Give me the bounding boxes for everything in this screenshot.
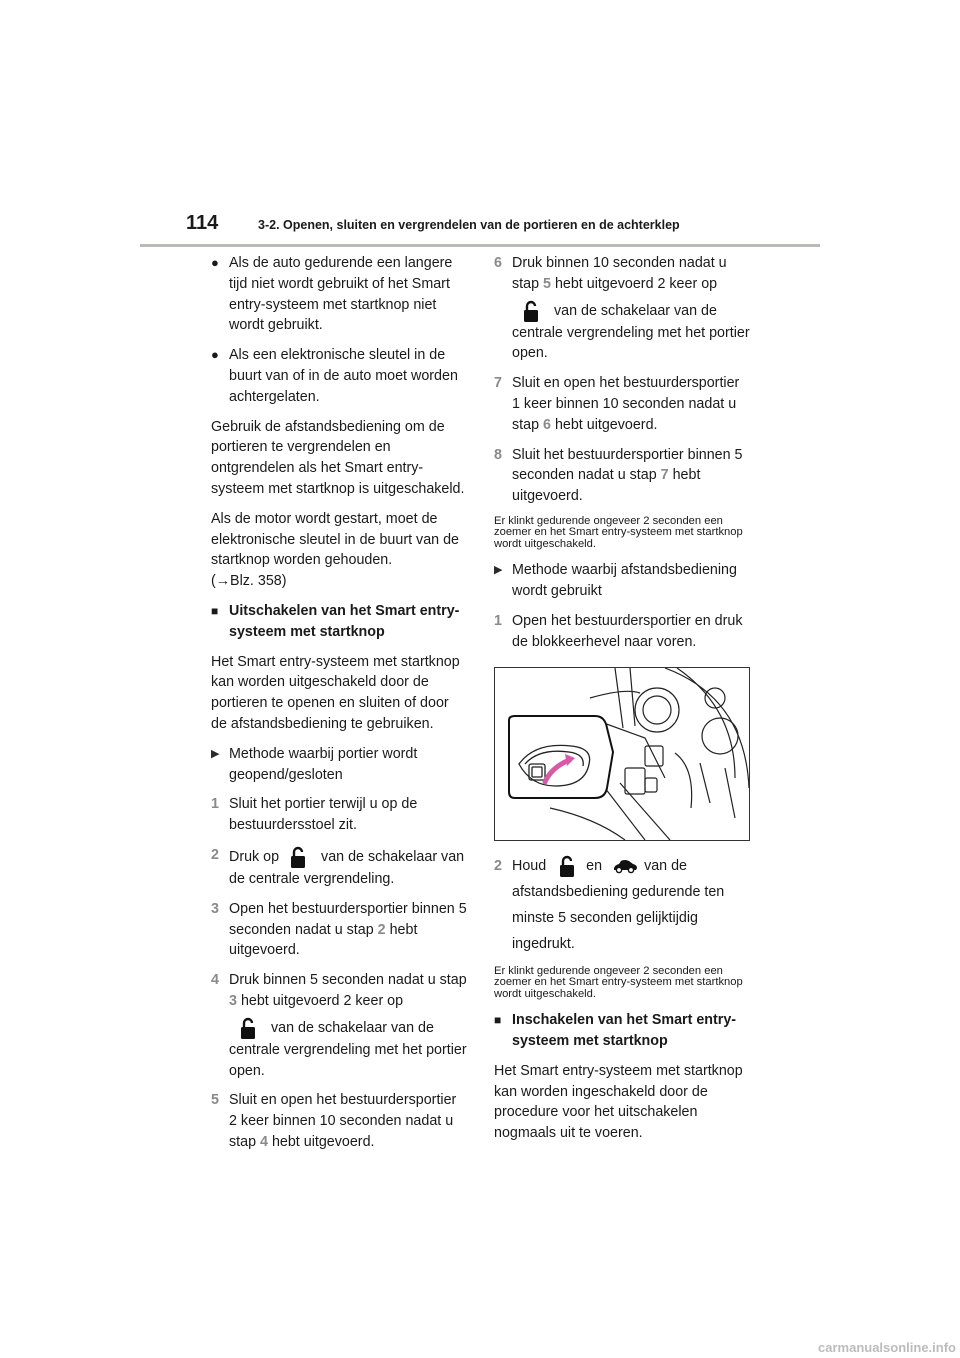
section-heading: ■ Uitschakelen van het Smart entry-systeem met startknop <box>211 602 460 640</box>
lock-icon <box>239 1016 257 1040</box>
step-item: 7 Sluit en open het bestuurdersportier 1 keer binnen 10 seconden nadat u stap 6 hebt uitgevoerd. <box>494 375 740 433</box>
paragraph: Het Smart entry-systeem met startknop kan worden ingeschakeld door de procedure voor het uitschakelen nogmaals uit te voeren. <box>494 1062 743 1142</box>
step-item: 8 Sluit het bestuurdersportier binnen 5 seconden nadat u stap 7 hebt uitgevoerd. <box>494 446 743 505</box>
step-item: 2 Druk op van de schakelaar van de centrale vergrendeling. <box>211 846 465 887</box>
step-item: 1 Open het bestuurdersportier en druk de blokkeerhevel naar voren. <box>494 613 743 650</box>
paragraph: Het Smart entry-systeem met startknop kan worden uitgeschakeld door de portieren te openen en sluiten of door de afstandsbediening te gebruiken. <box>211 653 460 732</box>
step-item: 6 Druk binnen 10 seconden nadat u stap 5 hebt uitgevoerd 2 keer op <box>494 255 727 292</box>
step-item: 5 Sluit en open het bestuurdersportier 2 keer binnen 10 seconden nadat u stap 4 hebt uitgevoerd. <box>211 1092 457 1150</box>
bullet-dot-icon: ● <box>211 255 219 270</box>
lock-icon <box>558 854 576 878</box>
paragraph: Gebruik de afstandsbediening om de portieren te vergrendelen en ontgrendelen als het Smart entry-systeem met startknop is uitgeschakeld. <box>211 418 465 497</box>
method-heading: ▶ Methode waarbij afstandsbediening wordt gebruikt <box>494 562 737 600</box>
car-icon <box>612 858 638 874</box>
section-heading: ■ Inschakelen van het Smart entry-systeem met startknop <box>494 1012 737 1049</box>
note: Er klinkt gedurende ongeveer 2 seconden een zoemer en het Smart entry-systeem met startknop wordt uitgeschakeld. <box>494 964 743 1000</box>
page-reference[interactable]: (→Blz. 358) <box>211 573 287 590</box>
paragraph: Als de motor wordt gestart, moet de elektronische sleutel in de buurt van de startknop worden gehouden. (→Blz. 358) <box>211 510 459 590</box>
list-item: ● Als een elektronische sleutel in de buurt van of in de auto moet worden achtergelaten. <box>211 347 458 405</box>
triangle-marker-icon: ▶ <box>211 747 220 760</box>
step-item: 2 Houd en van de afstandsbediening gedurende ten minste 5 seconden gelijktijdig ingedrukt. <box>494 853 750 957</box>
step-item: 3 Open het bestuurdersportier binnen 5 seconden nadat u stap 2 hebt uitgevoerd. <box>211 900 467 959</box>
square-marker-icon: ■ <box>211 603 219 618</box>
method-heading: ▶ Methode waarbij portier wordt geopend/gesloten <box>211 745 418 783</box>
lock-icon <box>289 845 307 869</box>
step-continuation: van de schakelaar van de centrale vergrendeling met het portier open. <box>211 1016 467 1082</box>
page-number: 114 <box>186 212 219 234</box>
chapter-title: 3-2. Openen, sluiten en vergrendelen van de portieren en de achterklep <box>258 218 680 232</box>
header-rule <box>140 244 820 247</box>
right-column <box>494 253 750 1153</box>
illustration-drawing <box>495 668 749 840</box>
page-header <box>140 212 820 252</box>
door-lock-illustration <box>494 667 750 841</box>
triangle-marker-icon: ▶ <box>494 564 503 577</box>
square-marker-icon: ■ <box>494 1013 502 1028</box>
bullet-dot-icon: ● <box>211 347 219 363</box>
note: Er klinkt gedurende ongeveer 2 seconden een zoemer en het Smart entry-systeem met startknop wordt uitgeschakeld. <box>494 514 743 550</box>
step-item: 4 Druk binnen 5 seconden nadat u stap 3 hebt uitgevoerd 2 keer op <box>211 972 467 1009</box>
lock-icon <box>522 299 540 323</box>
watermark: carmanualsonline.info <box>818 1340 956 1355</box>
step-continuation: van de schakelaar van de centrale vergrendeling met het portier open. <box>494 299 750 365</box>
step-item: 1 Sluit het portier terwijl u op de bestuurdersstoel zit. <box>211 796 418 834</box>
left-column <box>211 253 467 1162</box>
list-item: ● Als de auto gedurende een langere tijd niet wordt gebruikt of het Smart entry-systeem met startknop niet wordt gebruikt. <box>211 255 453 334</box>
